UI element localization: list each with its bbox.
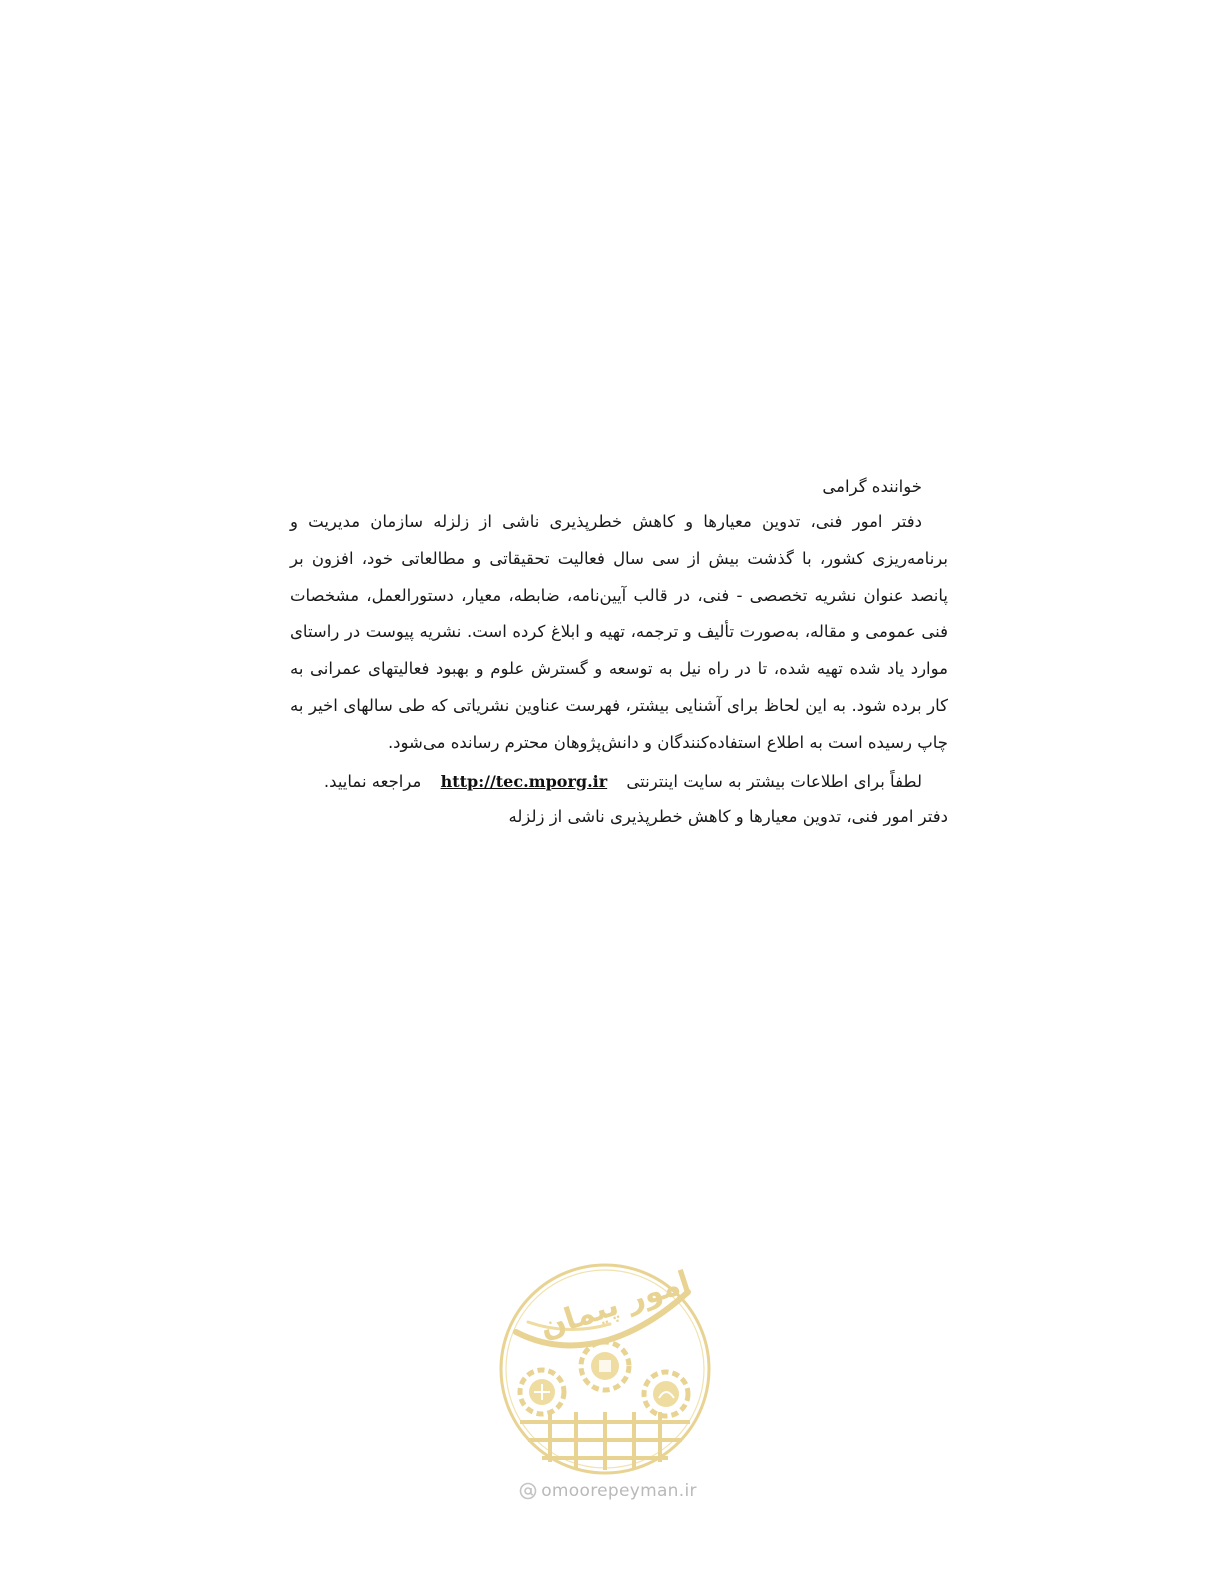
website-link[interactable]: http://tec.mporg.ir [440,771,608,791]
more-info-suffix: مراجعه نمایید. [323,771,422,791]
salutation: خواننده گرامی [822,477,922,496]
more-info-line [290,762,922,802]
omoorepeyman-logo-icon [498,1262,712,1476]
at-sign-icon [519,1482,537,1500]
watermark-site-text: omoorepeyman.ir [541,1481,697,1501]
more-info-text: لطفاً برای اطلاعات بیشتر به سایت اینترنتی [626,771,922,791]
watermark-caption [508,1478,708,1504]
signature: دفتر امور فنی، تدوین معیارها و کاهش خطرپذیری ناشی از زلزله [508,806,948,826]
logo-lettering: امور پیمان [535,1264,695,1346]
letter-body: دفتر امور فنی، تدوین معیارها و کاهش خطرپذیری ناشی از زلزله سازمان مدیریت و برنامه‌ریزی کشور، با گذشت بیش از سی سال فعالیت تحقیقاتی و مطالعاتی خود، افزون بر پانصد عنوان نشریه تخصصی - فنی، در قالب آیین‌نامه، ضابطه، معیار، دستورالعمل، مشخصات فنی عمومی و مقاله، به‌صورت تألیف و ترجمه، تهیه و ابلاغ کرده است. نشریه پیوست در راستای موارد یاد شده تهیه شده، تا در راه نیل به توسعه و گسترش علوم و بهبود فعالیتهای عمرانی به کار برده شود. به این لحاظ برای آشنایی بیشتر، فهرست عناوین نشریاتی که طی سالهای اخیر به چاپ رسیده است به اطلاع استفاده‌کنندگان و دانش‌پژوهان محترم رسانده می‌شود. [290,512,948,752]
letter-content [290,470,948,832]
